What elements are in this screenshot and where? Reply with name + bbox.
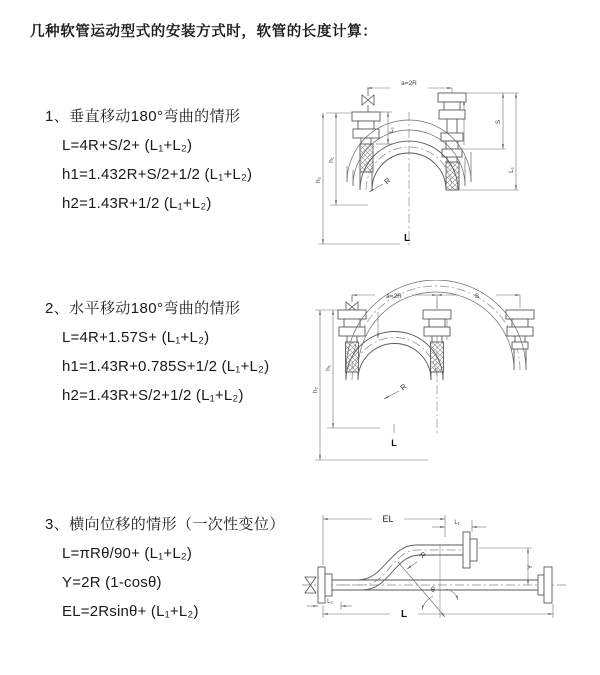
hose-assembly xyxy=(318,532,552,603)
dim-label-h2: h₂ xyxy=(315,176,322,184)
length-label: L xyxy=(391,438,397,448)
section-heading: 3、横向位移的情形（一次性变位） xyxy=(45,516,285,533)
section-vertical-movement xyxy=(45,107,252,223)
section-heading: 1、垂直移动180°弯曲的情形 xyxy=(45,108,241,125)
length-label: L xyxy=(403,233,411,244)
dim-label-a2r: a=2R xyxy=(401,80,417,87)
section-heading: 2、水平移动180°弯曲的情形 xyxy=(45,300,241,317)
section-horizontal-movement xyxy=(45,299,269,415)
dim-label-s: S xyxy=(474,293,480,300)
dim-label-l1-right: L₁ xyxy=(508,167,515,173)
dim-label-h2: h₂ xyxy=(312,386,319,394)
formula-line: L=4R+1.57S+ (L₁+L₂) xyxy=(62,329,210,346)
dim-label-l1: L₁ xyxy=(388,127,395,133)
formula-line: L=4R+S/2+ (L₁+L₂) xyxy=(62,137,193,154)
dimension-lines xyxy=(318,88,519,244)
braid-section xyxy=(446,162,459,190)
length-label: L xyxy=(400,609,408,620)
dim-label-y: Y xyxy=(527,564,534,570)
dim-label-h1: h₁ xyxy=(325,365,332,371)
radius-label: R xyxy=(398,381,409,393)
dim-label-s: S xyxy=(495,119,502,125)
angle-label: θ xyxy=(431,587,435,594)
dim-label-a2r: a=2R xyxy=(386,293,402,300)
dimension-lines xyxy=(307,515,553,618)
formula-line: h1=1.432R+S/2+1/2 (L₁+L₂) xyxy=(62,166,253,183)
valve-icon xyxy=(362,88,374,112)
dim-label-el: EL xyxy=(382,514,394,524)
formula-line: h2=1.43R+S/2+1/2 (L₁+L₂) xyxy=(62,387,244,404)
formula-line: h2=1.43R+1/2 (L₁+L₂) xyxy=(62,195,212,212)
valve-icon xyxy=(346,295,358,312)
formula-line: EL=2Rsinθ+ (L₁+L₂) xyxy=(62,603,199,620)
page-title: 几种软管运动型式的安装方式时，软管的长度计算： xyxy=(30,24,378,40)
dim-label-h1: h₁ xyxy=(328,157,335,163)
formula-line: Y=2R (1-cosθ) xyxy=(62,574,162,591)
diagram-vertical-180-bend xyxy=(310,70,545,265)
braid-section xyxy=(360,144,373,172)
section-lateral-displacement xyxy=(45,515,285,631)
formula-line: h1=1.43R+0.785S+1/2 (L₁+L₂) xyxy=(62,358,270,375)
diagram-lateral-displacement xyxy=(298,500,598,668)
radius-label: R xyxy=(417,549,428,561)
dim-label-l1: L₁ xyxy=(454,520,460,526)
dim-label-l2: L₂ xyxy=(327,599,333,605)
diagram-horizontal-180-bend xyxy=(310,280,550,475)
formula-line: L=πRθ/90+ (L₁+L₂) xyxy=(62,545,193,562)
radius-label: R xyxy=(382,175,393,187)
